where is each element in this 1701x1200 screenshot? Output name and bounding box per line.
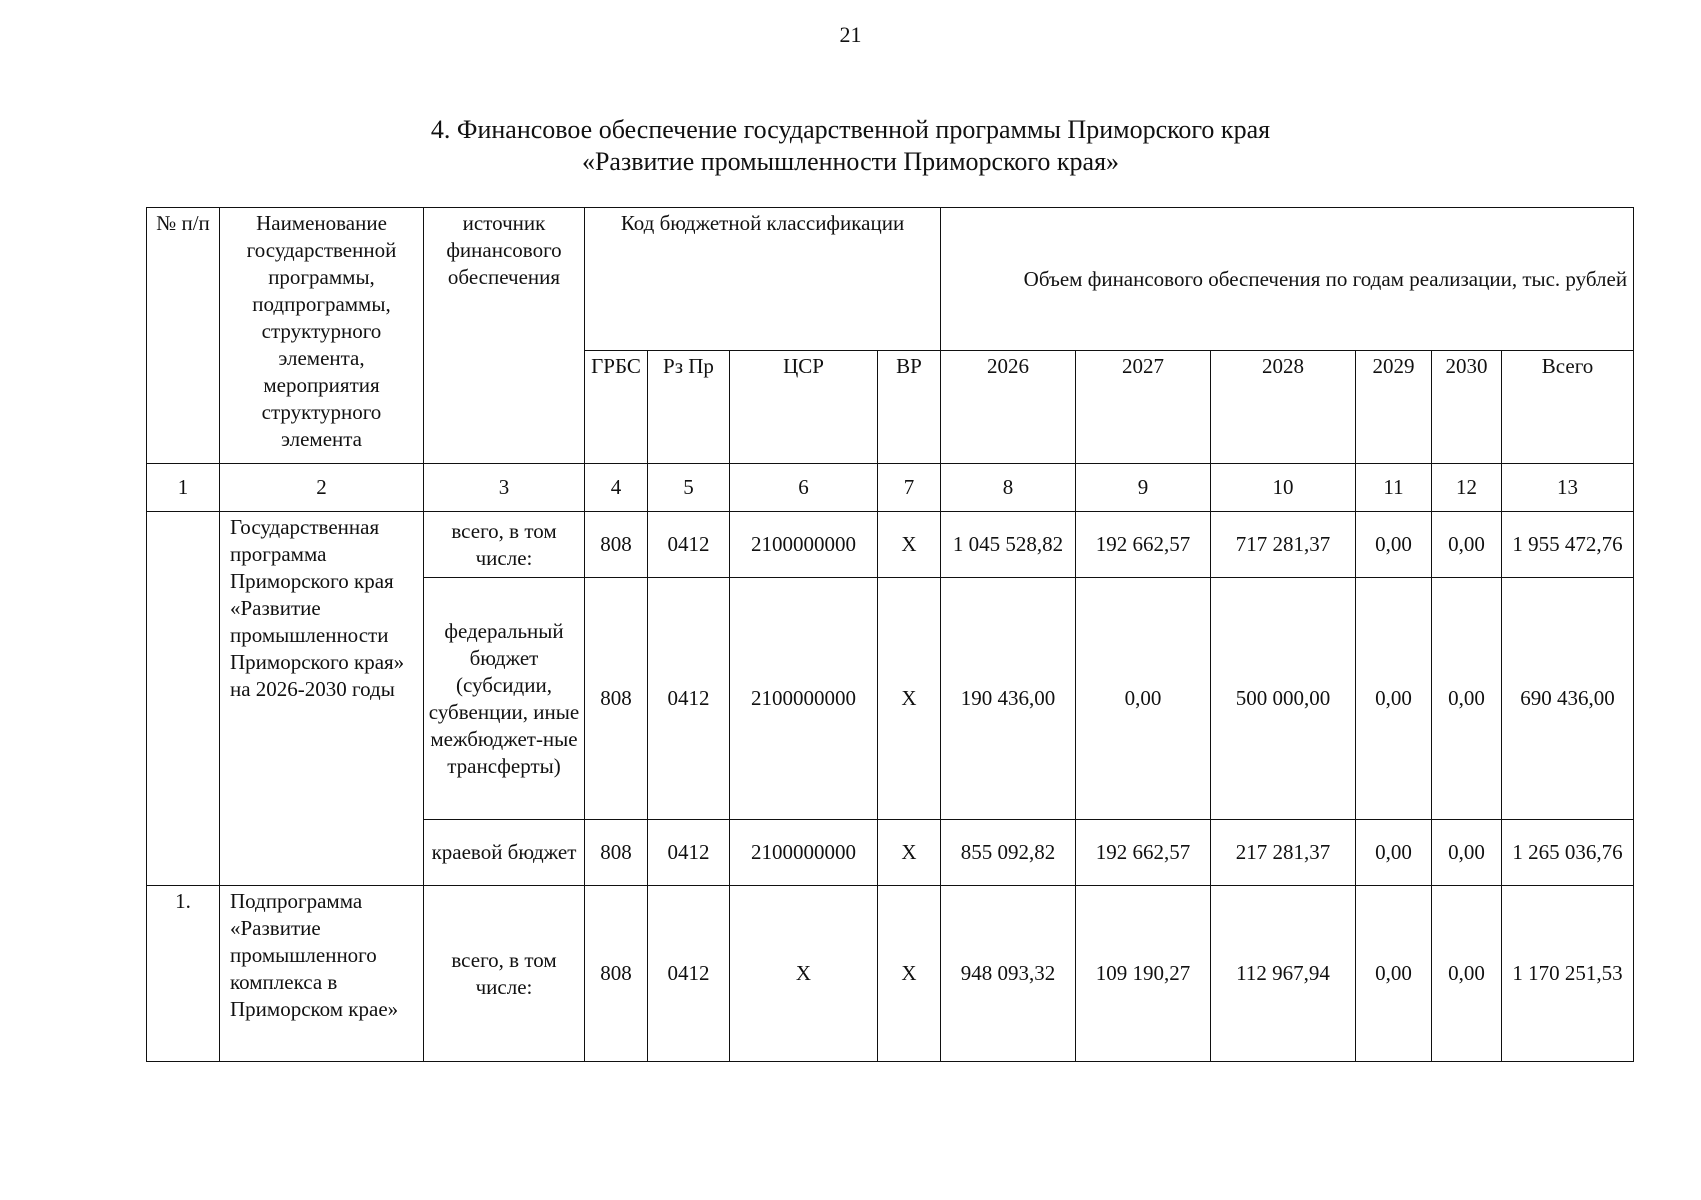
value-2030: 0,00 (1432, 820, 1502, 886)
rzpr-cell: 0412 (648, 578, 730, 820)
value-2027: 109 190,27 (1076, 886, 1211, 1062)
csr-cell: 2100000000 (730, 820, 878, 886)
grbs-cell: 808 (585, 886, 648, 1062)
value-total: 1 170 251,53 (1502, 886, 1634, 1062)
value-total: 1 955 472,76 (1502, 512, 1634, 578)
header-2029: 2029 (1356, 351, 1432, 464)
page-number: 21 (839, 22, 862, 47)
header-2027: 2027 (1076, 351, 1211, 464)
value-2029: 0,00 (1356, 820, 1432, 886)
value-2028: 217 281,37 (1211, 820, 1356, 886)
header-total: Всего (1502, 351, 1634, 464)
column-number: 5 (648, 464, 730, 512)
value-2028: 717 281,37 (1211, 512, 1356, 578)
header-rzpr: Рз Пр (648, 351, 730, 464)
column-number: 4 (585, 464, 648, 512)
value-2029: 0,00 (1356, 512, 1432, 578)
column-number: 2 (220, 464, 424, 512)
financing-table (146, 207, 1634, 1062)
source-cell: всего, в том числе: (424, 886, 585, 1062)
subprogram-num: 1. (147, 886, 220, 1062)
header-grbs: ГРБС (585, 351, 648, 464)
value-2030: 0,00 (1432, 886, 1502, 1062)
source-cell: краевой бюджет (424, 820, 585, 886)
subprogram-name: Подпрограмма «Развитие промышленного комплекса в Приморском крае» (220, 886, 424, 1062)
rzpr-cell: 0412 (648, 886, 730, 1062)
table-row (147, 512, 1634, 578)
column-number: 9 (1076, 464, 1211, 512)
document-title (0, 114, 1701, 178)
value-2028: 112 967,94 (1211, 886, 1356, 1062)
value-2029: 0,00 (1356, 578, 1432, 820)
value-2027: 192 662,57 (1076, 820, 1211, 886)
value-2026: 190 436,00 (941, 578, 1076, 820)
header-name: Наименование государственной программы, подпрограммы, структурного элемента, мероприятия структурного элемента (220, 208, 424, 464)
header-volume: Объем финансового обеспечения по годам реализации, тыс. рублей (941, 208, 1634, 351)
header-2030: 2030 (1432, 351, 1502, 464)
source-cell: федеральный бюджет (субсидии, субвенции, иные межбюджет-ные трансферты) (424, 578, 585, 820)
csr-cell: 2100000000 (730, 578, 878, 820)
column-number: 1 (147, 464, 220, 512)
header-row-1 (147, 208, 1634, 351)
header-csr: ЦСР (730, 351, 878, 464)
grbs-cell: 808 (585, 820, 648, 886)
column-numbers-row (147, 464, 1634, 512)
column-number: 11 (1356, 464, 1432, 512)
vr-cell: Х (878, 820, 941, 886)
column-number: 8 (941, 464, 1076, 512)
value-2029: 0,00 (1356, 886, 1432, 1062)
column-number: 3 (424, 464, 585, 512)
value-total: 690 436,00 (1502, 578, 1634, 820)
program-num (147, 512, 220, 886)
column-number: 12 (1432, 464, 1502, 512)
column-number: 10 (1211, 464, 1356, 512)
table-row (147, 886, 1634, 1062)
value-2028: 500 000,00 (1211, 578, 1356, 820)
program-name: Государственная программа Приморского края «Развитие промышленности Приморского края» на 2026-2030 годы (220, 512, 424, 886)
value-2030: 0,00 (1432, 578, 1502, 820)
header-source: источник финансового обеспечения (424, 208, 585, 464)
vr-cell: Х (878, 578, 941, 820)
csr-cell: 2100000000 (730, 512, 878, 578)
title-line-1: 4. Финансовое обеспечение государственной программы Приморского края (430, 115, 1271, 144)
column-number: 6 (730, 464, 878, 512)
value-2030: 0,00 (1432, 512, 1502, 578)
value-2026: 855 092,82 (941, 820, 1076, 886)
grbs-cell: 808 (585, 512, 648, 578)
source-cell: всего, в том числе: (424, 512, 585, 578)
csr-cell: Х (730, 886, 878, 1062)
header-2028: 2028 (1211, 351, 1356, 464)
header-num: № п/п (147, 208, 220, 464)
rzpr-cell: 0412 (648, 820, 730, 886)
header-vr: ВР (878, 351, 941, 464)
value-2027: 192 662,57 (1076, 512, 1211, 578)
value-2026: 948 093,32 (941, 886, 1076, 1062)
vr-cell: Х (878, 512, 941, 578)
value-total: 1 265 036,76 (1502, 820, 1634, 886)
grbs-cell: 808 (585, 578, 648, 820)
header-kbk: Код бюджетной классификации (585, 208, 941, 351)
vr-cell: Х (878, 886, 941, 1062)
column-number: 7 (878, 464, 941, 512)
column-number: 13 (1502, 464, 1634, 512)
header-2026: 2026 (941, 351, 1076, 464)
value-2027: 0,00 (1076, 578, 1211, 820)
rzpr-cell: 0412 (648, 512, 730, 578)
title-line-2: «Развитие промышленности Приморского края» (581, 147, 1120, 176)
value-2026: 1 045 528,82 (941, 512, 1076, 578)
